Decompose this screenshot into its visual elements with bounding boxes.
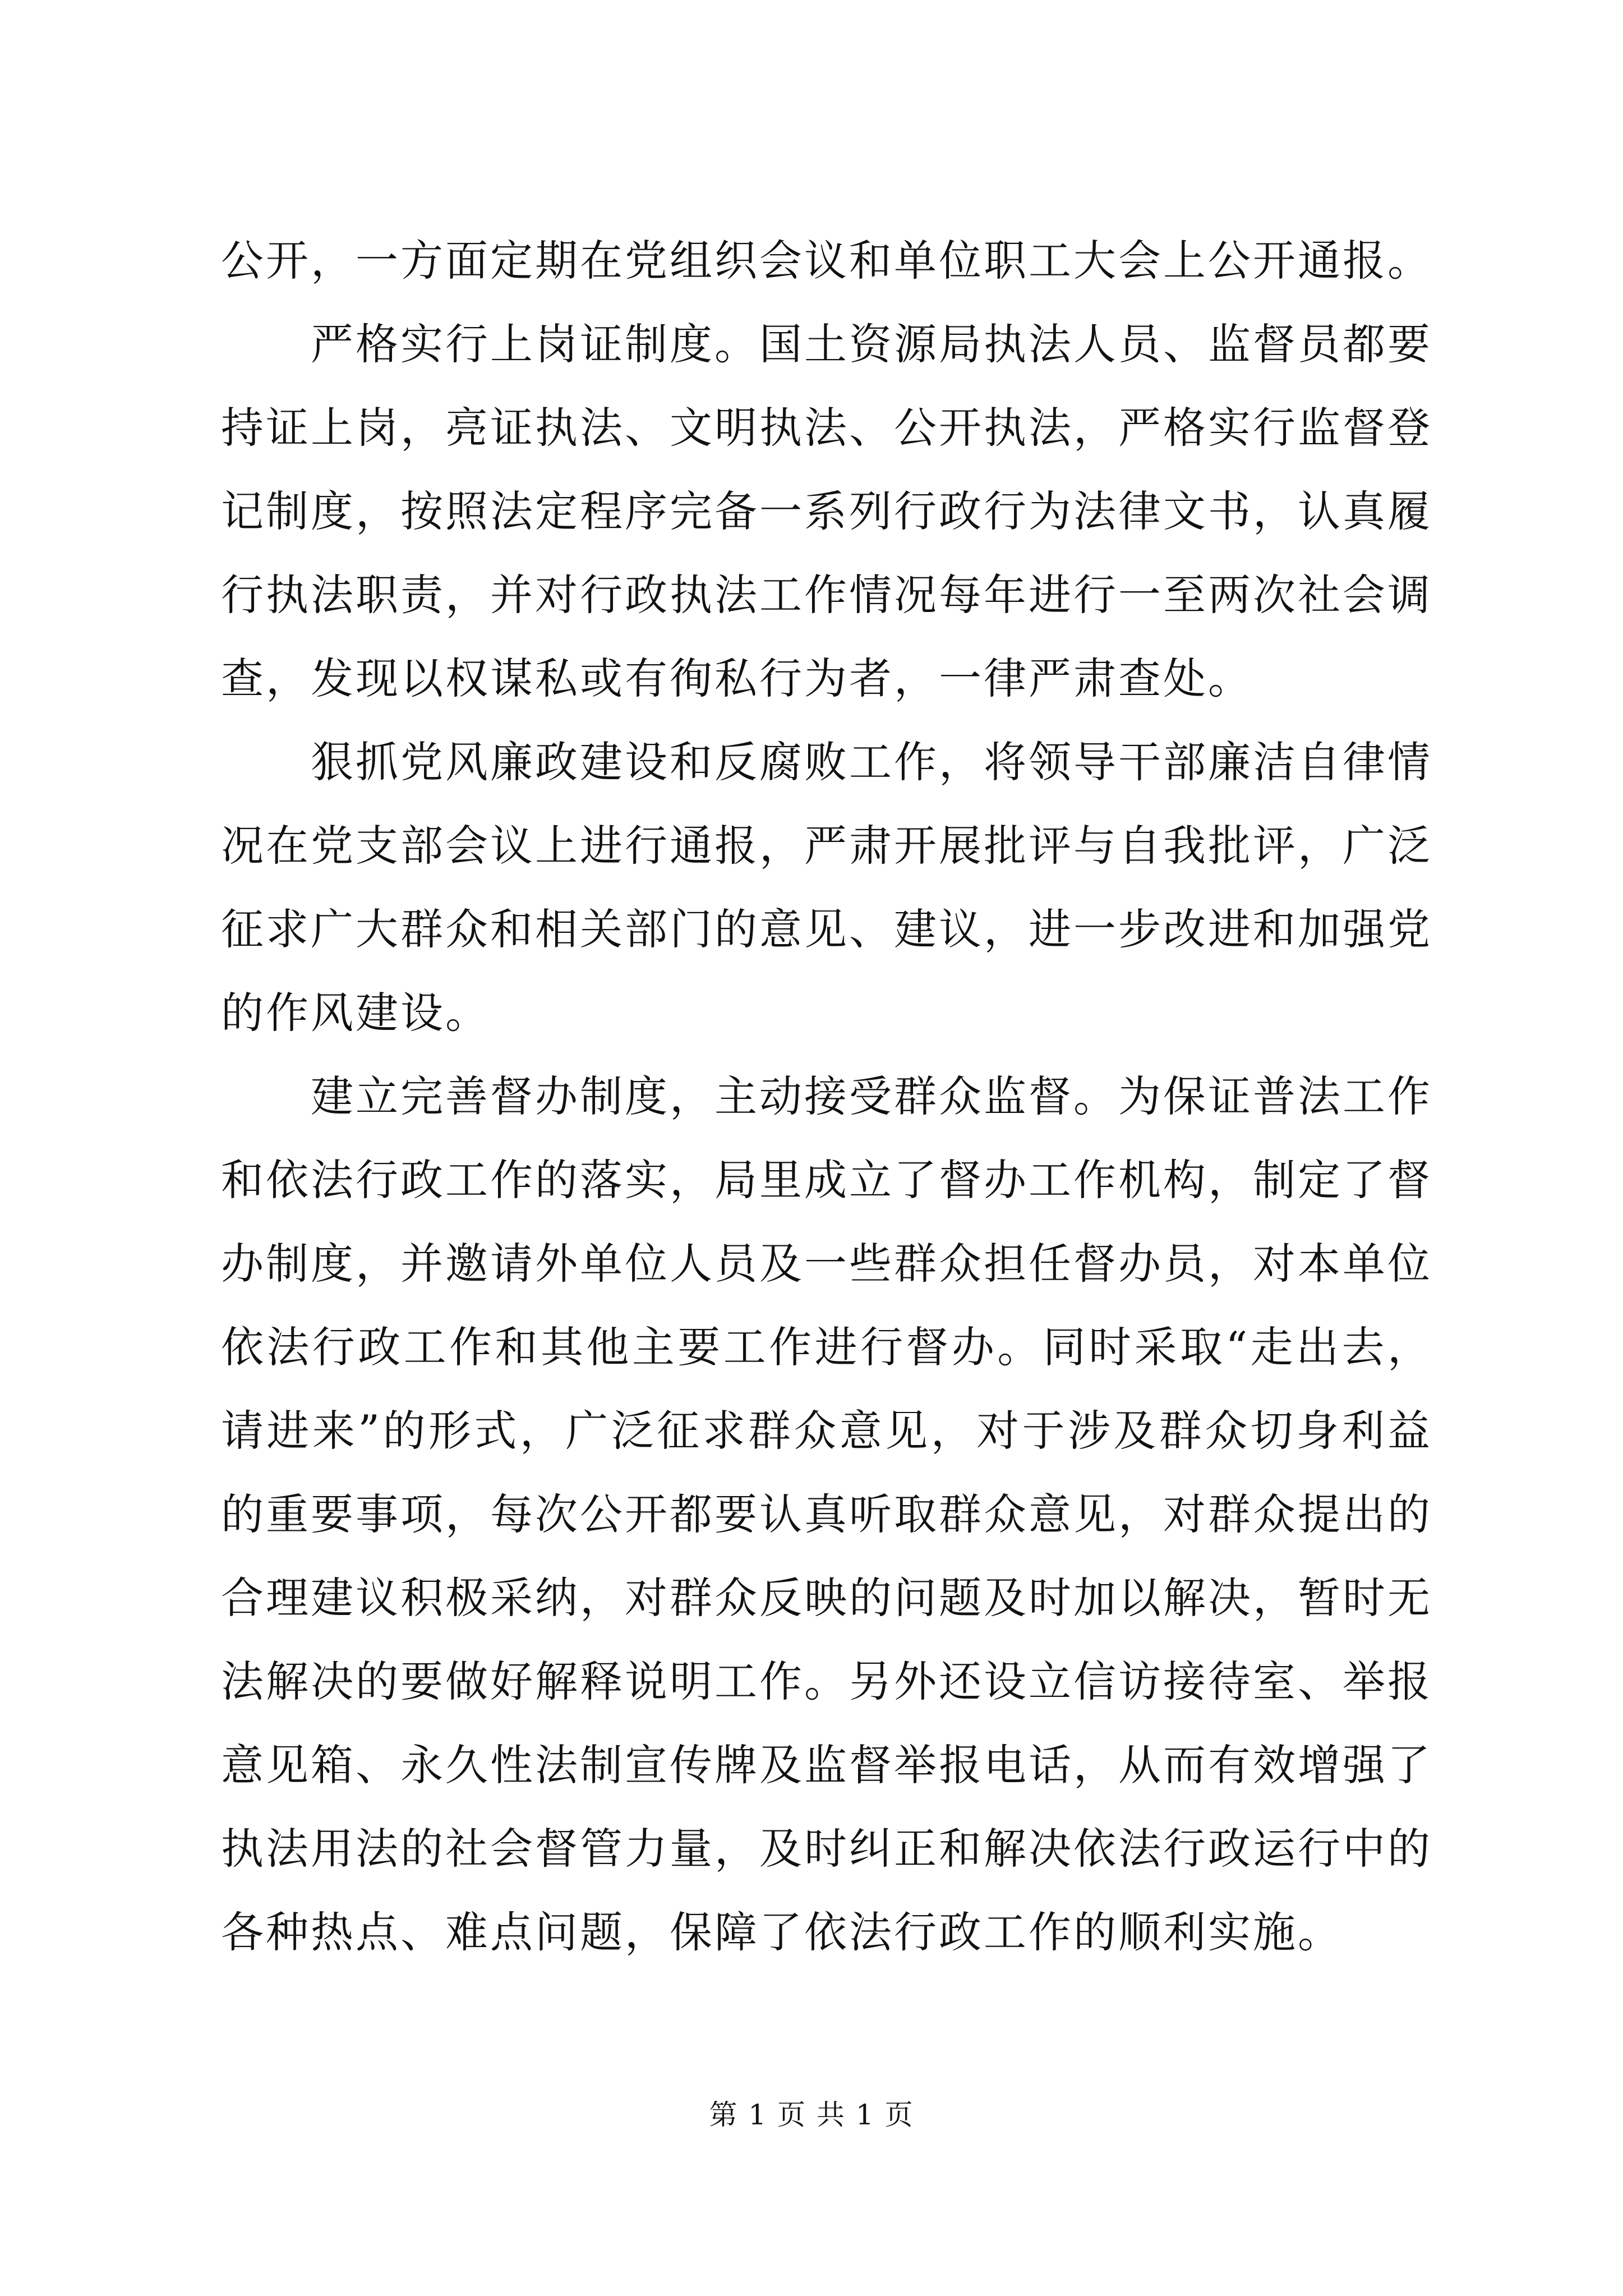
paragraph-4: 建立完善督办制度，主动接受群众监督。为保证普法工作和依法行政工作的落实，局里成立了督办工作机构，制定了督办制度，并邀请外单位人员及一些群众担任督办员，对本单位依法行政工作和其他主要工作进行督办。同时采取“走出去，请进来”的形式，广泛征求群众意见，对于涉及群众切身利益的重要事项，每次公开都要认真听取群众意见，对群众提出的合理建议积极采纳，对群众反映的问题及时加以解决，暂时无法解决的要做好解释说明工作。另外还设立信访接待室、举报意见箱、永久性法制宣传牌及监督举报电话，从而有效增强了执法用法的社会督管力量，及时纠正和解决依法行政运行中的各种热点、难点问题，保障了依法行政工作的顺利实施。 bbox=[221, 1071, 1432, 1957]
paragraph-2: 严格实行上岗证制度。国土资源局执法人员、监督员都要持证上岗，亮证执法、文明执法、公开执法，严格实行监督登记制度，按照法定程序完备一系列行政行为法律文书，认真履行执法职责，并对行政执法工作情况每年进行一至两次社会调查，发现以权谋私或有徇私行为者，一律严肃查处。 bbox=[221, 319, 1432, 703]
document-body bbox=[221, 219, 1432, 1974]
page-number-footer: 第 1 页 共 1 页 bbox=[709, 2099, 914, 2131]
paragraph-3: 狠抓党风廉政建设和反腐败工作，将领导干部廉洁自律情况在党支部会议上进行通报，严肃开展批评与自我批评，广泛征求广大群众和相关部门的意见、建议，进一步改进和加强党的作风建设。 bbox=[221, 737, 1432, 1038]
paragraph-1: 公开，一方面定期在党组织会议和单位职工大会上公开通报。 bbox=[221, 236, 1432, 286]
